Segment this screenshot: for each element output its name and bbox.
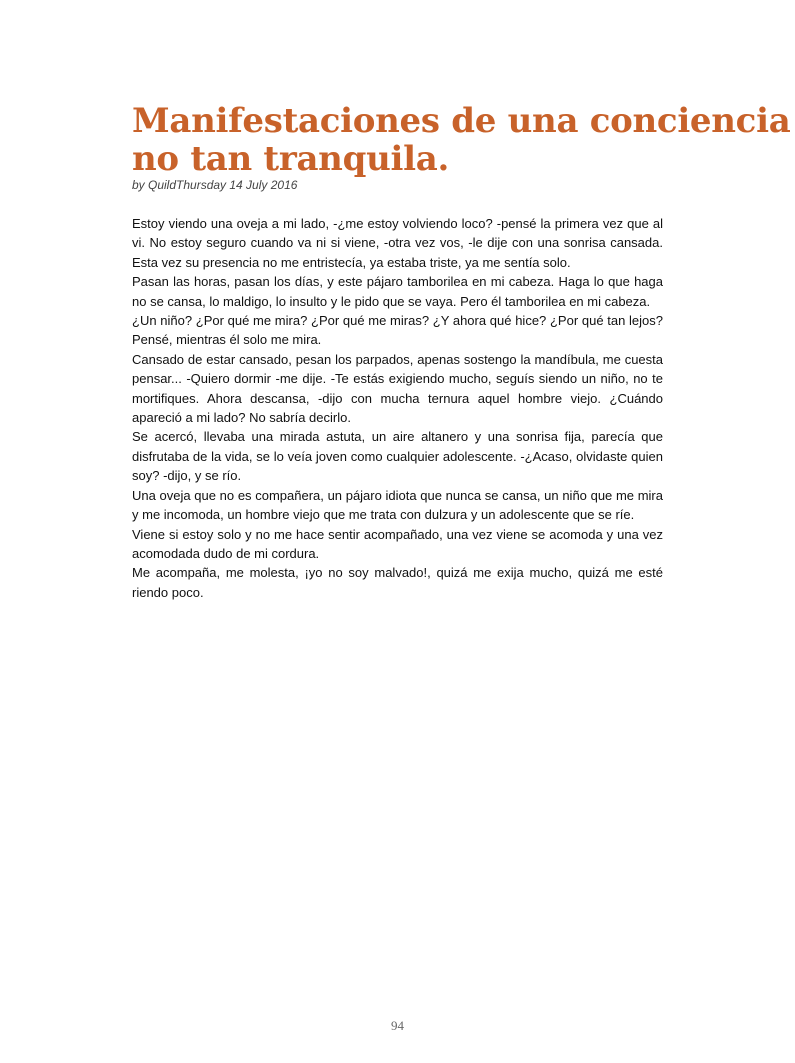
article-paragraph: ¿Un niño? ¿Por qué me mira? ¿Por qué me miras? ¿Y ahora qué hice? ¿Por qué tan lejos? Pensé, mientras él solo me mira. — [132, 313, 663, 348]
article-paragraph: Me acompaña, me molesta, ¡yo no soy malvado!, quizá me exija mucho, quizá me esté riendo poco. — [132, 565, 663, 600]
article-paragraph: Pasan las horas, pasan los días, y este pájaro tamborilea en mi cabeza. Haga lo que haga no se cansa, lo maldigo, lo insulto y le pido que se vaya. Pero él tamborilea en mi cabeza. — [132, 274, 663, 309]
page-number: 94 — [391, 1018, 404, 1033]
article-paragraph: Viene si estoy solo y no me hace sentir acompañado, una vez viene se acomoda y una vez acomodada dudo de mi cordura. — [132, 526, 663, 561]
article-title — [132, 101, 791, 179]
article-paragraph: Cansado de estar cansado, pesan los parpados, apenas sostengo la mandíbula, me cuesta pensar... -Quiero dormir -me dije. -Te estás exigiendo mucho, seguís siendo un niño, no te mortifiques. Ahora descansa, -dijo con mucha ternura aquel hombre viejo. ¿Cuándo apareció a mi lado? No sabría decirlo. — [132, 351, 663, 426]
article-body — [132, 214, 663, 602]
article-title-line-1: Manifestaciones de una conciencia — [132, 101, 791, 141]
article-paragraph: Una oveja que no es compañera, un pájaro idiota que nunca se cansa, un niño que me mira y me incomoda, un hombre viejo que me trata con dulzura y un adolescente que se ríe. — [132, 487, 663, 523]
article-paragraph: Se acercó, llevaba una mirada astuta, un aire altanero y una sonrisa fija, parecía que disfrutaba de la vida, se lo veía joven como cualquier adolescente. -¿Acaso, olvidaste quien soy? -dijo, y se río. — [132, 429, 663, 484]
article — [132, 101, 791, 602]
article-paragraph: Estoy viendo una oveja a mi lado, -¿me estoy volviendo loco? -pensé la primera vez que al vi. No estoy seguro cuando va ni si viene, -otra vez vos, -le dije con una sonrisa cansada. Esta vez su presencia no me entristecía, ya estaba triste, ya me sentía solo. — [132, 216, 663, 270]
article-byline: by QuildThursday 14 July 2016 — [132, 178, 298, 192]
article-title-line-2: no tan tranquila. — [132, 139, 449, 179]
